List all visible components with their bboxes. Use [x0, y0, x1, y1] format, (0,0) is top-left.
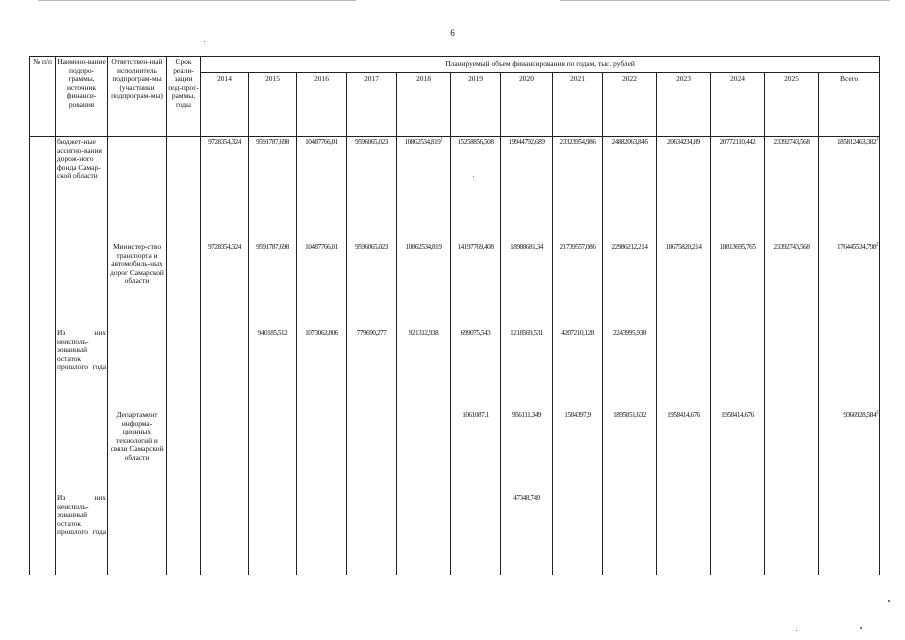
value-cell: [553, 493, 603, 575]
header-term: Срок реали-зации под-прог-раммы, годы: [167, 57, 201, 137]
num-cell: [30, 328, 56, 410]
value-cell: 18988681,34: [501, 242, 553, 328]
value-cell: 10862534,819: [397, 242, 451, 328]
value-cell: 10487766,01: [297, 137, 347, 243]
value-cell: 23392743,568: [765, 137, 819, 243]
value-cell: [201, 328, 249, 410]
responsible-cell: Департамент информа-ционных технологий и связи Самарской области: [108, 410, 167, 493]
header-planned-financing: Планируемый объем финансирования по годам, тыс. рублей: [201, 57, 880, 73]
responsible-cell: Министер-ство транспорта и автомобиль-ных дорог Самарской области: [108, 242, 167, 328]
value-cell: 9591787,698: [249, 242, 297, 328]
value-cell: [711, 493, 765, 575]
footnote-mark: 2: [876, 242, 879, 248]
table-row: [30, 328, 880, 410]
scan-speck: [860, 627, 862, 629]
table-row: [30, 410, 880, 493]
table-row: [30, 242, 880, 328]
value-cell: [297, 493, 347, 575]
year-header: 2017: [347, 73, 397, 137]
value-cell: 23323954,986: [553, 137, 603, 243]
value-cell: 20772110,442: [711, 137, 765, 243]
value-cell: 23392743,568: [765, 242, 819, 328]
name-cell: Из них неисполь-зованный остаток прошлого года: [56, 493, 108, 575]
name-cell: Из них неисполь-зованный остаток прошлого года: [56, 328, 108, 410]
term-cell: [167, 328, 201, 410]
year-header: 2021: [553, 73, 603, 137]
value-cell: [657, 493, 711, 575]
num-cell: [30, 242, 56, 328]
term-cell: [167, 493, 201, 575]
scan-speck: [473, 176, 474, 177]
value-cell: 9596065,023: [347, 242, 397, 328]
value-cell: 20634234,89: [657, 137, 711, 243]
term-cell: [167, 137, 201, 243]
header-name: Наимено-вание подпро-граммы, источник финанси-рования: [56, 57, 108, 137]
value-cell: 21739557,086: [553, 242, 603, 328]
value-cell: [397, 410, 451, 493]
scan-speck: [796, 630, 797, 631]
footnote-mark: 1: [876, 137, 879, 143]
year-header: 2023: [657, 73, 711, 137]
name-cell: бюджет-ные ассигно-вания дорож-ного фонда Самар-ской области: [56, 137, 108, 243]
year-header: 2018: [397, 73, 451, 137]
value-cell: [711, 328, 765, 410]
value-cell: [201, 410, 249, 493]
value-cell: 18675820,214: [657, 242, 711, 328]
value-cell: 4207210,128: [553, 328, 603, 410]
year-header: 2025: [765, 73, 819, 137]
value-cell: [297, 410, 347, 493]
footnote-mark: 2: [876, 410, 879, 416]
name-cell: [56, 410, 108, 493]
year-header: 2014: [201, 73, 249, 137]
total-cell: [819, 242, 880, 328]
value-cell: 47348,749: [501, 493, 553, 575]
value-cell: [765, 328, 819, 410]
page-number: 6: [450, 28, 455, 38]
year-header: 2016: [297, 73, 347, 137]
value-cell: [765, 493, 819, 575]
value-cell: 1073062,806: [297, 328, 347, 410]
value-cell: 921312,938: [397, 328, 451, 410]
total-header: Всего: [819, 73, 880, 137]
year-header: 2019: [451, 73, 501, 137]
year-header: 2022: [603, 73, 657, 137]
value-cell: 2243995,938: [603, 328, 657, 410]
num-cell: [30, 410, 56, 493]
value-cell: 9596065,023: [347, 137, 397, 243]
value-cell: [347, 493, 397, 575]
header-responsible: Ответствен-ный исполнитель подпрограм-мы (участники подпрограм-мы): [108, 57, 167, 137]
value-text: 10862534,819: [404, 138, 441, 146]
responsible-cell: [108, 137, 167, 243]
table-row: [30, 493, 880, 575]
num-cell: [30, 137, 56, 243]
value-cell: [397, 137, 451, 243]
total-text: 176445534,798: [837, 243, 877, 251]
value-cell: 1958414,676: [657, 410, 711, 493]
value-cell: 1218569,531: [501, 328, 553, 410]
value-cell: [603, 493, 657, 575]
header-num: № п/п: [30, 57, 56, 137]
value-cell: 19944792,689: [501, 137, 553, 243]
value-cell: 1061087,1: [451, 410, 501, 493]
total-text: 9366928,584: [843, 411, 877, 419]
table-row: [30, 137, 880, 243]
value-cell: 22986212,214: [603, 242, 657, 328]
financing-table: [29, 56, 880, 575]
term-cell: [167, 410, 201, 493]
value-cell: [451, 493, 501, 575]
value-cell: 18813695,765: [711, 242, 765, 328]
value-cell: [397, 493, 451, 575]
total-text: 185812463,382: [837, 138, 877, 146]
top-rule-right: [560, 0, 890, 1]
value-cell: [249, 410, 297, 493]
value-cell: 956111,349: [501, 410, 553, 493]
value-cell: 14197769,408: [451, 242, 501, 328]
term-cell: [167, 242, 201, 328]
responsible-cell: [108, 493, 167, 575]
total-cell: [819, 410, 880, 493]
year-header: 2024: [711, 73, 765, 137]
value-cell: [249, 493, 297, 575]
scan-speck: [204, 41, 205, 42]
value-cell: 10487766,01: [297, 242, 347, 328]
name-cell: [56, 242, 108, 328]
value-cell: 1584397,9: [553, 410, 603, 493]
value-cell: 24882063,846: [603, 137, 657, 243]
value-cell: 15258856,508: [451, 137, 501, 243]
footnote-mark: 1: [440, 137, 443, 143]
value-cell: 1958414,676: [711, 410, 765, 493]
value-cell: 9728354,324: [201, 137, 249, 243]
year-header: 2020: [501, 73, 553, 137]
value-cell: 940185,512: [249, 328, 297, 410]
value-cell: 9591787,698: [249, 137, 297, 243]
value-cell: 779690,277: [347, 328, 397, 410]
year-header: 2015: [249, 73, 297, 137]
value-cell: 1895851,632: [603, 410, 657, 493]
value-cell: [347, 410, 397, 493]
value-cell: [657, 328, 711, 410]
top-rule-left: [38, 0, 356, 1]
responsible-cell: [108, 328, 167, 410]
value-cell: 699075,543: [451, 328, 501, 410]
num-cell: [30, 493, 56, 575]
value-cell: [201, 493, 249, 575]
total-cell: [819, 493, 880, 575]
total-cell: [819, 137, 880, 243]
value-cell: 9728354,324: [201, 242, 249, 328]
total-cell: [819, 328, 880, 410]
value-cell: [765, 410, 819, 493]
scan-speck: [888, 600, 890, 602]
